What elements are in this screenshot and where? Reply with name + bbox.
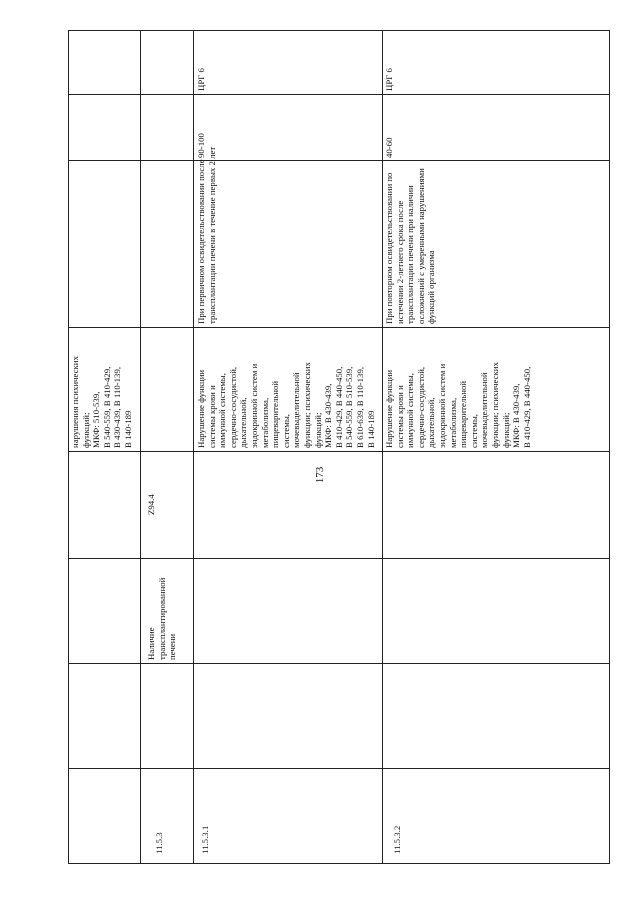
classification-table xyxy=(68,30,610,864)
row-divider xyxy=(193,30,194,864)
row-divider xyxy=(382,30,383,864)
column-divider xyxy=(68,451,610,452)
table-cell-program: ЦРГ 6 xyxy=(196,68,206,91)
table-cell-criteria: При повторном освидетельствовании по истечении 2-летнего срока после трансплантации печени при наличии осложнений с умеренными нарушениями функций организма xyxy=(384,168,437,324)
table-cell-impairments: Нарушение функции системы крови и иммунной системы, сердечно-сосудистой, дыхательной, эндокринной систем и метаболизма, пищеварительной системы, мочевыделительной функции; психических функций; МКФ: В 430-439, В 410-429, В 440-450, В 540-559, В 510-539, В 610-639, В 110-139, В 140-189 xyxy=(196,362,376,448)
column-divider xyxy=(68,327,610,328)
page-number: 173 xyxy=(314,466,326,484)
table-cell-impairments: нарушения психических функций; МКФ: 510-539, В 540-559, В 410-429, В 430-439, В 110-139, В 140-189 xyxy=(70,356,133,448)
table-cell-criteria: При первичном освидетельствовании после трансплантации печени в течение первых 2 лет xyxy=(196,146,217,324)
table-cell-percent: 40-60 xyxy=(384,137,394,158)
table-cell-name: Наличие трансплантированной печени xyxy=(146,577,178,660)
column-divider xyxy=(68,160,610,161)
column-divider xyxy=(68,94,610,95)
table-cell-program: ЦРГ 6 xyxy=(384,68,394,91)
column-divider xyxy=(68,558,610,559)
table-cell-icd: Z94.4 xyxy=(146,494,156,515)
row-divider xyxy=(140,30,141,864)
table-cell-impairments: Нарушение функции системы крови и иммунной системы, сердечно-сосудистой, дыхательной, эндокринной систем и метаболизма, пищеварительной системы, мочевыделительной функции; психических функций; МКФ: В 430-439, В 410-429, В 440-450, xyxy=(384,362,532,448)
column-divider xyxy=(68,663,610,664)
table-cell-code: 11.5.3.1 xyxy=(200,825,210,854)
column-divider xyxy=(68,768,610,769)
table-cell-code: 11.5.3.2 xyxy=(392,825,402,854)
table-cell-percent: 90-100 xyxy=(196,133,206,158)
table-cell-code: 11.5.3 xyxy=(154,832,164,854)
